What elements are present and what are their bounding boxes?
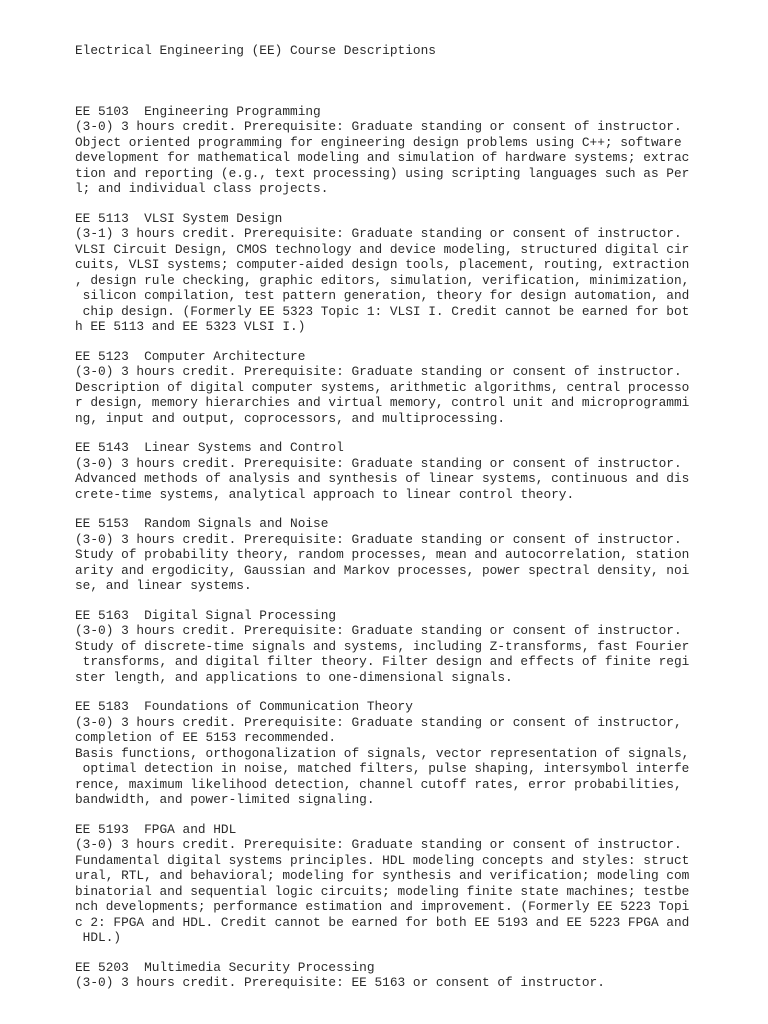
course-heading: EE 5203 Multimedia Security Processing xyxy=(75,959,375,975)
course-description-line: Advanced methods of analysis and synthesis of linear systems, continuous and dis xyxy=(75,471,690,486)
course-description-line: VLSI Circuit Design, CMOS technology and device modeling, structured digital cir xyxy=(75,241,690,257)
course-description-document xyxy=(75,12,735,1006)
course-heading: EE 5113 VLSI System Design xyxy=(75,210,283,226)
course-description-line: Basis functions, orthogonalization of signals, vector representation of signals, xyxy=(75,745,690,761)
course-description-line: Object oriented programming for engineering design problems using C++; software xyxy=(75,134,682,150)
course-description-line: nch developments; performance estimation and improvement. (Formerly EE 5223 Topi xyxy=(75,899,690,914)
course-heading: EE 5153 Random Signals and Noise xyxy=(75,516,329,531)
course-description-line: crete-time systems, analytical approach to linear control theory. xyxy=(75,486,575,502)
course-entry xyxy=(75,104,735,197)
course-description-line: HDL.) xyxy=(75,930,122,945)
course-description-line: binatorial and sequential logic circuits; modeling finite state machines; testbe xyxy=(75,883,690,899)
course-heading: EE 5103 Engineering Programming xyxy=(75,103,321,119)
course-description-line: silicon compilation, test pattern generation, theory for design automation, and xyxy=(75,288,690,303)
section-gap xyxy=(75,426,735,440)
course-description-line: completion of EE 5153 recommended. xyxy=(75,730,337,745)
section-gap xyxy=(75,594,735,608)
course-description-line: tion and reporting (e.g., text processing) using scripting languages such as Per xyxy=(75,165,690,181)
course-heading: EE 5183 Foundations of Communication Theory xyxy=(75,699,413,714)
course-list xyxy=(75,90,735,991)
course-description-line: arity and ergodicity, Gaussian and Markov processes, power spectral density, noi xyxy=(75,562,690,578)
course-description-line: chip design. (Formerly EE 5323 Topic 1: VLSI I. Credit cannot be earned for bot xyxy=(75,303,690,319)
course-description-line: Study of probability theory, random processes, mean and autocorrelation, station xyxy=(75,547,690,562)
course-description-line: (3-0) 3 hours credit. Prerequisite: Graduate standing or consent of instructor. xyxy=(75,119,682,134)
course-description-line: ster length, and applications to one-dimensional signals. xyxy=(75,669,513,685)
course-heading: EE 5163 Digital Signal Processing xyxy=(75,607,337,623)
course-entry xyxy=(75,608,735,686)
course-description-line: cuits, VLSI systems; computer-aided design tools, placement, routing, extraction xyxy=(75,257,690,272)
course-entry xyxy=(75,349,735,427)
course-entry xyxy=(75,440,735,502)
course-description-line: Description of digital computer systems, arithmetic algorithms, central processo xyxy=(75,379,690,395)
course-description-line: transforms, and digital filter theory. Filter design and effects of finite regi xyxy=(75,654,690,669)
course-entry xyxy=(75,822,735,946)
section-gap xyxy=(75,946,735,960)
course-description-line: development for mathematical modeling and simulation of hardware systems; extrac xyxy=(75,150,690,165)
course-heading: EE 5143 Linear Systems and Control xyxy=(75,440,344,455)
course-description-line: ng, input and output, coprocessors, and multiprocessing. xyxy=(75,410,506,426)
section-gap xyxy=(75,335,735,349)
course-entry xyxy=(75,960,735,991)
section-gap xyxy=(75,90,735,104)
course-description-line: Study of discrete-time signals and systems, including Z-transforms, fast Fourier xyxy=(75,638,690,654)
course-entry xyxy=(75,516,735,594)
course-description-line: (3-0) 3 hours credit. Prerequisite: Graduate standing or consent of instructor. xyxy=(75,531,682,547)
course-description-line: c 2: FPGA and HDL. Credit cannot be earned for both EE 5193 and EE 5223 FPGA and xyxy=(75,914,690,930)
course-description-line: Fundamental digital systems principles. HDL modeling concepts and styles: struct xyxy=(75,852,690,868)
course-description-line: , design rule checking, graphic editors, simulation, verification, minimization, xyxy=(75,272,690,288)
course-description-line: r design, memory hierarchies and virtual memory, control unit and microprogrammi xyxy=(75,395,690,410)
course-description-line: rence, maximum likelihood detection, channel cutoff rates, error probabilities, xyxy=(75,776,682,792)
course-description-line: (3-1) 3 hours credit. Prerequisite: Graduate standing or consent of instructor. xyxy=(75,226,682,241)
course-description-line: (3-0) 3 hours credit. Prerequisite: Graduate standing or consent of instructor, xyxy=(75,714,682,730)
course-entry xyxy=(75,211,735,335)
document-title: Electrical Engineering (EE) Course Descriptions xyxy=(75,43,436,58)
course-description-line: (3-0) 3 hours credit. Prerequisite: EE 5163 or consent of instructor. xyxy=(75,975,605,990)
course-heading: EE 5193 FPGA and HDL xyxy=(75,821,237,837)
course-description-line: ural, RTL, and behavioral; modeling for synthesis and verification; modeling com xyxy=(75,868,690,883)
course-description-line: h EE 5113 and EE 5323 VLSI I.) xyxy=(75,319,306,334)
section-gap xyxy=(75,685,735,699)
section-gap xyxy=(75,808,735,822)
course-description-line: l; and individual class projects. xyxy=(75,181,329,196)
course-description-line: (3-0) 3 hours credit. Prerequisite: Graduate standing or consent of instructor. xyxy=(75,623,682,638)
section-gap xyxy=(75,197,735,211)
course-description-line: se, and linear systems. xyxy=(75,578,252,593)
course-description-line: (3-0) 3 hours credit. Prerequisite: Graduate standing or consent of instructor. xyxy=(75,837,682,852)
course-description-line: bandwidth, and power-limited signaling. xyxy=(75,792,375,807)
course-entry xyxy=(75,699,735,808)
course-heading: EE 5123 Computer Architecture xyxy=(75,348,306,364)
course-description-line: (3-0) 3 hours credit. Prerequisite: Graduate standing or consent of instructor. xyxy=(75,455,682,471)
course-description-line: optimal detection in noise, matched filters, pulse shaping, intersymbol interfe xyxy=(75,761,690,776)
section-gap xyxy=(75,502,735,516)
course-description-line: (3-0) 3 hours credit. Prerequisite: Graduate standing or consent of instructor. xyxy=(75,364,682,379)
